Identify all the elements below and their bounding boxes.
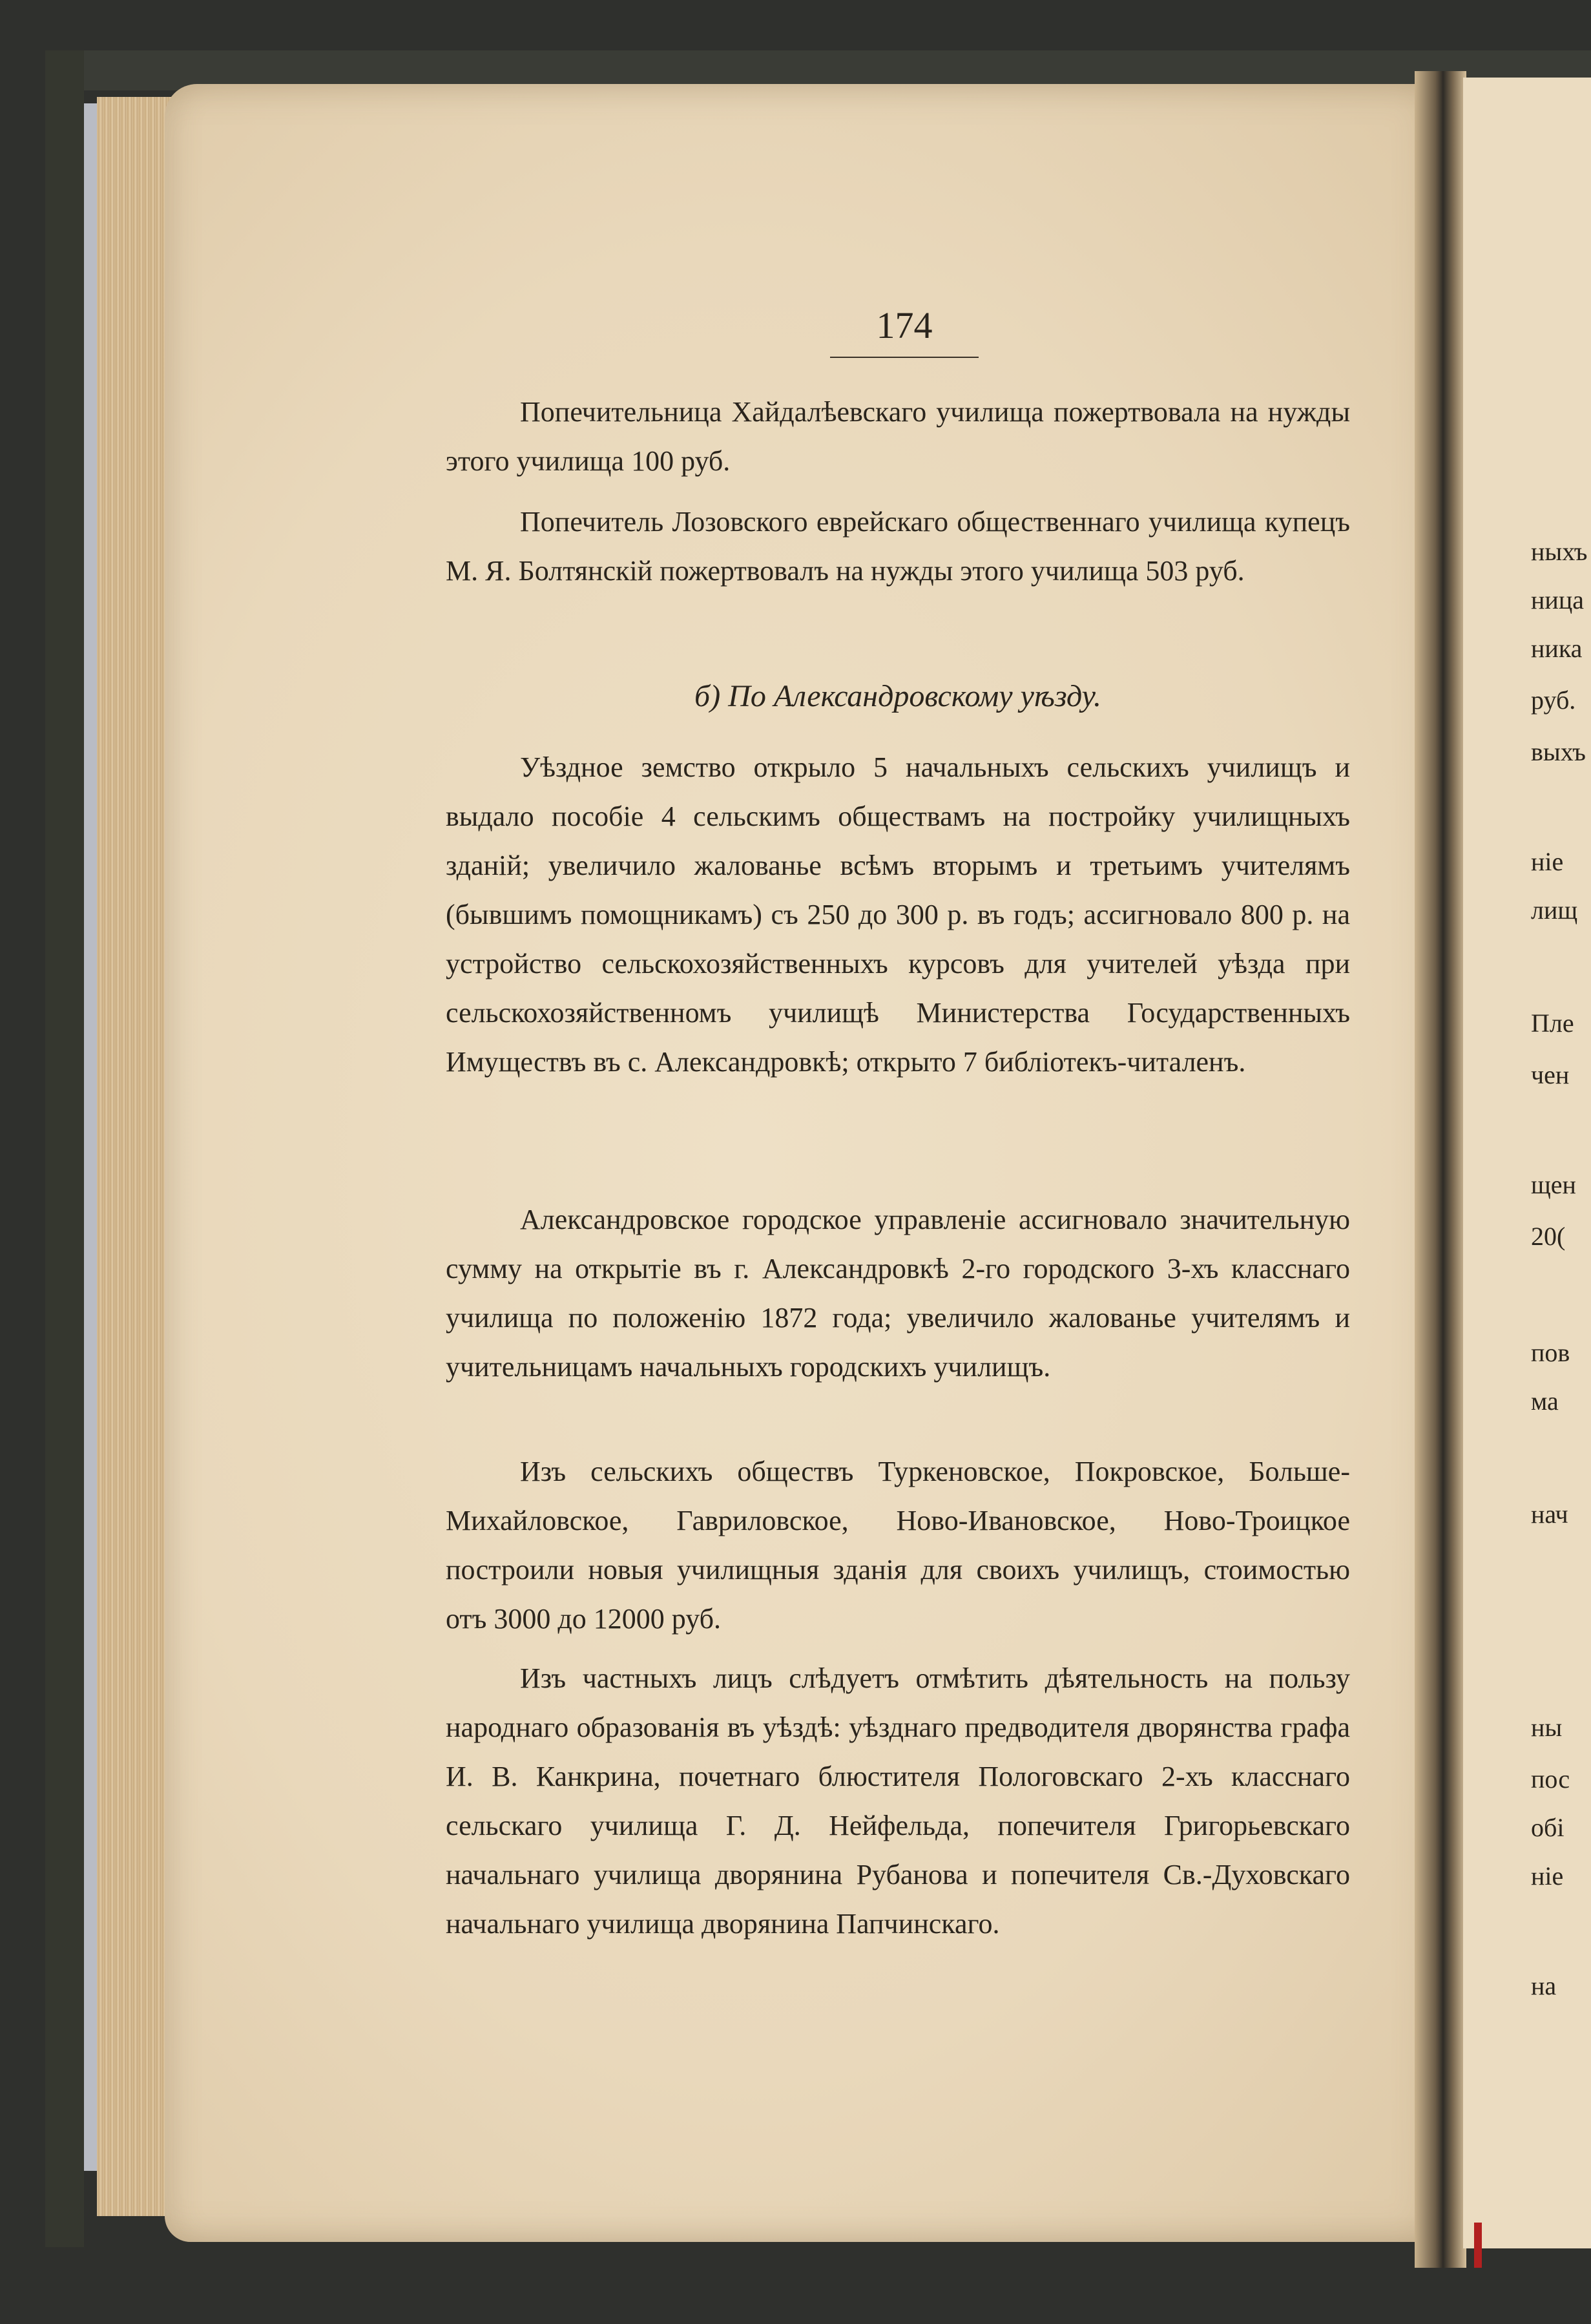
book-gutter [1415, 71, 1466, 2268]
np-fragment: ма [1531, 1387, 1559, 1416]
np-fragment: нач [1531, 1500, 1568, 1529]
np-fragment: чен [1531, 1060, 1570, 1089]
red-ribbon-mark [1474, 2223, 1482, 2268]
np-fragment: 20( [1531, 1222, 1566, 1251]
page-number: 174 [876, 304, 933, 346]
np-fragment: ніе [1531, 847, 1564, 876]
paragraph-4: Александровское городское управленіе ассигновало значительную сумму на открытіе въ г. Александровкѣ 2-го городского 3-хъ класснаго училища по положенію 1872 года; увеличило жалованье учителямъ и учительницамъ начальныхъ городскихъ училищъ. [446, 1204, 1350, 1383]
book-cover-left [45, 50, 84, 2247]
np-fragment: на [1531, 1971, 1557, 2000]
np-fragment: пос [1531, 1764, 1570, 1794]
paragraph-5: Изъ сельскихъ обществъ Туркеновское, Покровское, Больше-Михайловское, Гавриловское, Ново-Ивановское, Ново-Троицкое построили новыя училищныя зданія для своихъ училищъ, стоимостью отъ 3000 до 12000 руб. [446, 1456, 1350, 1635]
paragraph-6: Изъ частныхъ лицъ слѣдуетъ отмѣтить дѣятельность на пользу народнаго образованія въ уѣздѣ: уѣзднаго предводителя дворянства графа И. В. Канкрина, почетнаго блюстителя Пологовскаго 2-хъ класснаго сельскаго училища Г. Д. Нейфельда, попечителя Григорьевскаго начальнаго училища дворянина Рубанова и попечителя Св.-Духовскаго начальнаго училища дворянина Папчинскаго. [446, 1662, 1350, 1940]
np-fragment: выхъ [1531, 737, 1586, 766]
np-fragment: щен [1531, 1170, 1576, 1199]
np-fragment: ника [1531, 634, 1583, 663]
paragraph-1: Попечительница Хайдалѣевскаго училища пожертвовала на нужды этого училища 100 руб. [446, 396, 1350, 477]
page-number-rule [830, 357, 979, 358]
np-fragment: пов [1531, 1338, 1570, 1367]
np-fragment: Пле [1531, 1009, 1574, 1038]
page-right [1463, 78, 1591, 2248]
np-fragment: обі [1531, 1813, 1565, 1842]
paragraph-3: Уѣздное земство открыло 5 начальныхъ сельскихъ училищъ и выдало пособіе 4 сельскимъ обществамъ на постройку училищныхъ зданій; увеличило жалованье всѣмъ вторымъ и третьимъ учителямъ (бывшимъ помощникамъ) съ 250 до 300 р. въ годъ; ассигновало 800 р. на устройство сельскохозяйственныхъ курсовъ для учителей уѣзда при сельскохозяйственномъ училищѣ Министерства Государственныхъ Имуществъ въ с. Александровкѣ; открыто 7 библіотекъ-читаленъ. [446, 751, 1350, 1078]
section-heading: б) По Александровскому уѣзду. [694, 679, 1101, 713]
np-fragment: лищ [1531, 895, 1578, 925]
np-fragment: ница [1531, 585, 1584, 614]
np-fragment: ніе [1531, 1861, 1564, 1890]
left-paper-strip [84, 103, 98, 2171]
np-fragment: ныхъ [1531, 537, 1588, 566]
np-fragment: ны [1531, 1713, 1563, 1742]
np-fragment: руб. [1531, 686, 1576, 715]
paragraph-2: Попечитель Лозовского еврейскаго общественнаго училища купецъ М. Я. Болтянскій пожертвовалъ на нужды этого училища 503 руб. [446, 506, 1350, 587]
page-edges [97, 97, 174, 2216]
